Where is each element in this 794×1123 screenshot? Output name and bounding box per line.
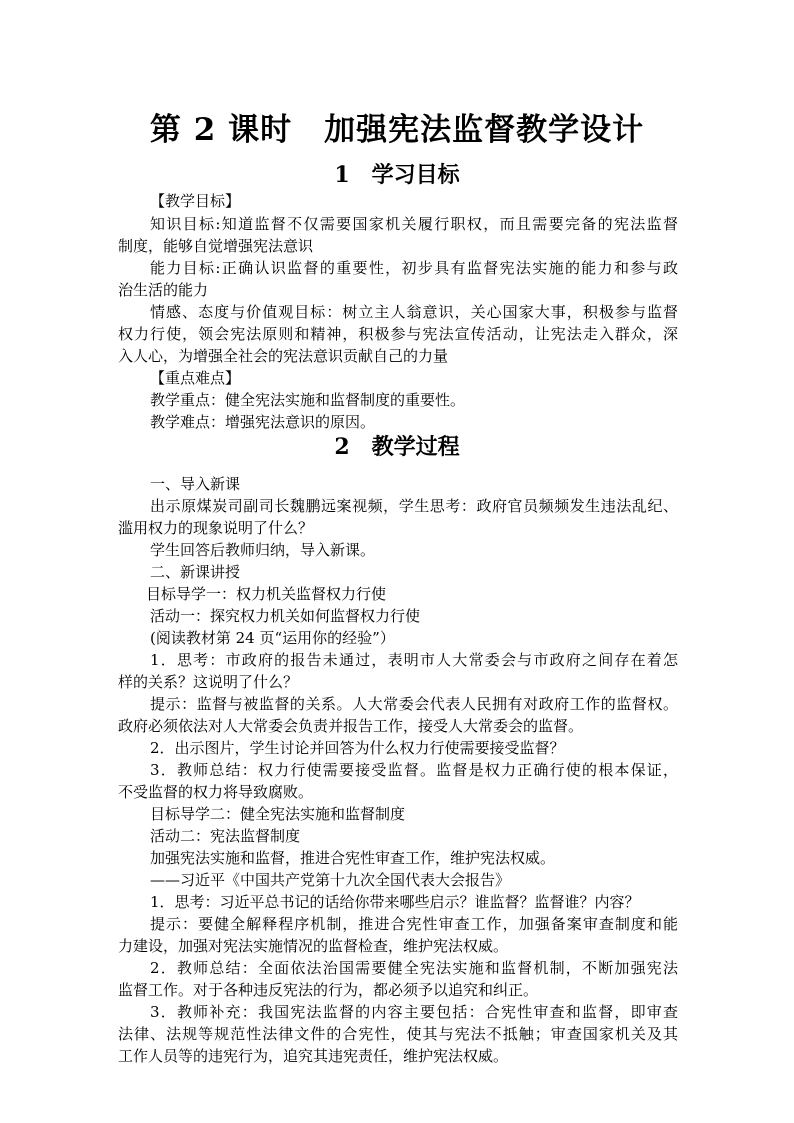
body-line: 提示：要健全解释程序机制，推进合宪性审查工作，加强备案审查制度和能 (150, 915, 678, 933)
quote-attribution: ——习近平《中国共产党第十九次全国代表大会报告》 (150, 871, 511, 889)
section-heading-process: 2 教学过程 (334, 434, 460, 460)
body-line: 学生回答后教师归纳，导入新课。 (150, 541, 376, 559)
body-line: 工作人员等的违宪行为，追究其违宪责任，维护宪法权威。 (118, 1047, 509, 1065)
body-line: 知识目标:知道监督不仅需要国家机关履行职权，而且需要完备的宪法监督 (150, 215, 678, 233)
body-line: 3．教师总结：权力行使需要接受监督。监督是权力正确行使的根本保证， (150, 761, 678, 779)
body-line: 治生活的能力 (118, 281, 209, 299)
body-line: 教学重点：健全宪法实施和监督制度的重要性。 (150, 391, 466, 409)
body-line: 政府必须依法对人大常委会负责并报告工作，接受人大常委会的监督。 (118, 717, 584, 735)
subheading: 二、新课讲授 (150, 563, 241, 581)
body-line: 权力行使，领会宪法原则和精神，积极参与宪法宣传活动，让宪法走入群众，深 (118, 325, 678, 343)
body-line: 1．思考：市政府的报告未通过，表明市人大常委会与市政府之间存在着怎 (150, 651, 678, 669)
body-line: 教学难点：增强宪法意识的原因。 (150, 413, 376, 431)
body-line: 目标导学二：健全宪法实施和监督制度 (150, 805, 406, 823)
section-heading-objectives: 1 学习目标 (334, 162, 460, 188)
body-line: 出示原煤炭司副司长魏鹏远案视频，学生思考：政府官员频频发生违法乱纪、 (150, 497, 678, 515)
body-line: 活动二：宪法监督制度 (150, 827, 301, 845)
body-line: 目标导学一：权力机关监督权力行使 (146, 585, 387, 603)
body-line: 能力目标:正确认识监督的重要性，初步具有监督宪法实施的能力和参与政 (150, 259, 678, 277)
body-line: 力建设，加强对宪法实施情况的监督检查，维护宪法权威。 (118, 937, 509, 955)
body-line: 2．出示图片，学生讨论并回答为什么权力行使需要接受监督？ (150, 739, 565, 757)
body-line: 制度，能够自觉增强宪法意识 (118, 237, 314, 255)
body-line: 1．思考：习近平总书记的话给你带来哪些启示？谁监督？监督谁？内容？ (150, 893, 640, 911)
subheading: 一、导入新课 (150, 475, 241, 493)
body-line: 样的关系？这说明了什么？ (118, 673, 299, 691)
body-line: 2．教师总结：全面依法治国需要健全宪法实施和监督机制，不断加强宪法 (150, 959, 678, 977)
label-key-points: 【重点难点】 (150, 369, 241, 387)
body-line: 入人心，为增强全社会的宪法意识贡献自己的力量 (118, 347, 449, 365)
body-line: (阅读教材第 24 页“运用你的经验”） (150, 629, 395, 647)
body-line: 情感、态度与价值观目标：树立主人翁意识，关心国家大事，积极参与监督 (150, 303, 678, 321)
body-line: 3．教师补充：我国宪法监督的内容主要包括：合宪性审查和监督，即审查 (150, 1003, 678, 1021)
body-line: 提示：监督与被监督的关系。人大常委会代表人民拥有对政府工作的监督权。 (150, 695, 678, 713)
body-line: 法律、法规等规范性法律文件的合宪性，使其与宪法不抵触；审查国家机关及其 (118, 1025, 678, 1043)
body-line: 不受监督的权力将导致腐败。 (118, 783, 314, 801)
body-line: 滥用权力的现象说明了什么？ (118, 519, 314, 537)
body-line: 加强宪法实施和监督，推进合宪性审查工作，维护宪法权威。 (150, 849, 556, 867)
body-line: 监督工作。对于各种违反宪法的行为，都必须予以追究和纠正。 (118, 981, 539, 999)
label-teaching-goals: 【教学目标】 (150, 192, 241, 210)
body-line: 活动一：探究权力机关如何监督权力行使 (150, 607, 421, 625)
document-title: 第 2 课时 加强宪法监督教学设计 (149, 112, 645, 148)
